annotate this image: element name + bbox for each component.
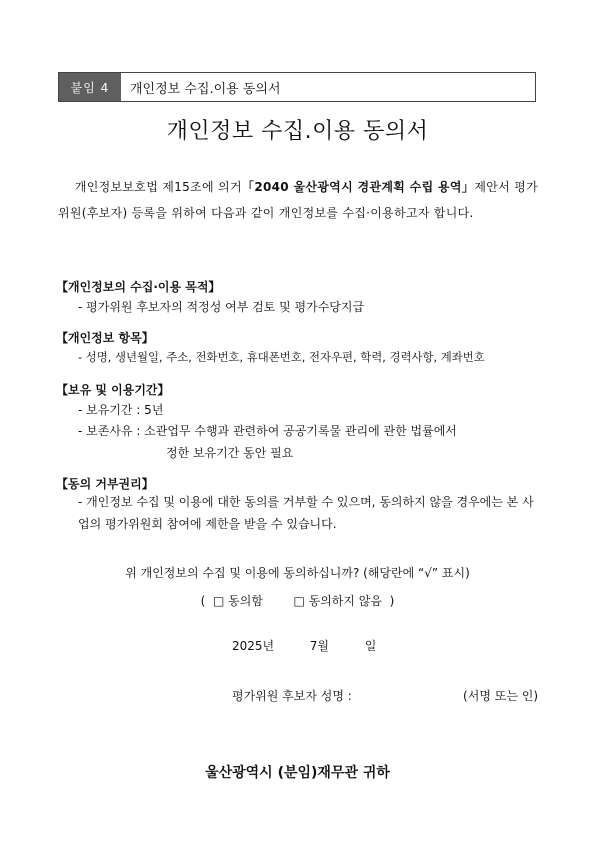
date-line — [232, 637, 376, 654]
date-day[interactable]: 일 — [364, 639, 377, 653]
retention-reason-cont: 정한 보유기간 동안 필요 — [166, 446, 294, 460]
close-paren: ) — [389, 594, 395, 608]
attachment-header — [58, 72, 536, 102]
purpose-item: - 평가위원 후보자의 적정성 여부 검토 및 평가수당지급 — [78, 300, 365, 314]
consent-question: 위 개인정보의 수집 및 이용에 동의하십니까? (해당란에 “√” 표시) — [125, 566, 470, 580]
document-title: 개인정보 수집.이용 동의서 — [166, 119, 429, 144]
retention-heading: 【보유 및 이용기간】 — [56, 383, 170, 397]
header-title: 개인정보 수집.이용 동의서 — [130, 81, 281, 97]
intro-after: 제안서 평가위원(후보자) 등록을 위하여 다음과 같이 개인정보를 수집·이용하고자 합니다. — [58, 180, 538, 220]
disagree-checkbox[interactable]: □ 동의하지 않음 — [293, 594, 382, 608]
agree-checkbox[interactable]: □ 동의함 — [213, 594, 263, 608]
open-paren: ( — [200, 594, 206, 608]
retention-reason: - 보존사유 : 소관업무 수행과 관련하여 공공기록물 관리에 관한 법률에서 — [78, 424, 457, 438]
retention-period: - 보유기간 : 5년 — [78, 403, 164, 417]
attachment-tag: 붙임 4 — [59, 73, 121, 101]
intro-project-name: 「2040 울산광역시 경관계획 수립 용역」 — [241, 180, 475, 194]
refusal-heading: 【동의 거부권리】 — [56, 477, 154, 491]
intro-before: 개인정보보호법 제15조에 의거 — [74, 180, 242, 194]
date-month[interactable]: 7월 — [309, 639, 330, 653]
items-list: - 성명, 생년월일, 주소, 전화번호, 휴대폰번호, 전자우편, 학력, 경력사항, 계좌번호 — [78, 350, 485, 364]
footer-addressee: 울산광역시 (분임)재무관 귀하 — [205, 765, 390, 781]
purpose-heading: 【개인정보의 수집·이용 목적】 — [56, 280, 221, 294]
signature-line — [232, 687, 538, 704]
refusal-text: - 개인정보 수집 및 이용에 대한 동의를 거부할 수 있으며, 동의하지 않을 경우에는 본 사업의 평가위원회 참여에 제한을 받을 수 있습니다. — [78, 495, 534, 531]
date-year: 2025년 — [232, 639, 275, 653]
consent-choices — [0, 592, 595, 609]
items-heading: 【개인정보 항목】 — [56, 331, 154, 345]
signature-placeholder[interactable]: (서명 또는 인) — [463, 689, 538, 703]
signature-label: 평가위원 후보자 성명 : — [232, 689, 352, 703]
intro-paragraph — [58, 174, 538, 226]
